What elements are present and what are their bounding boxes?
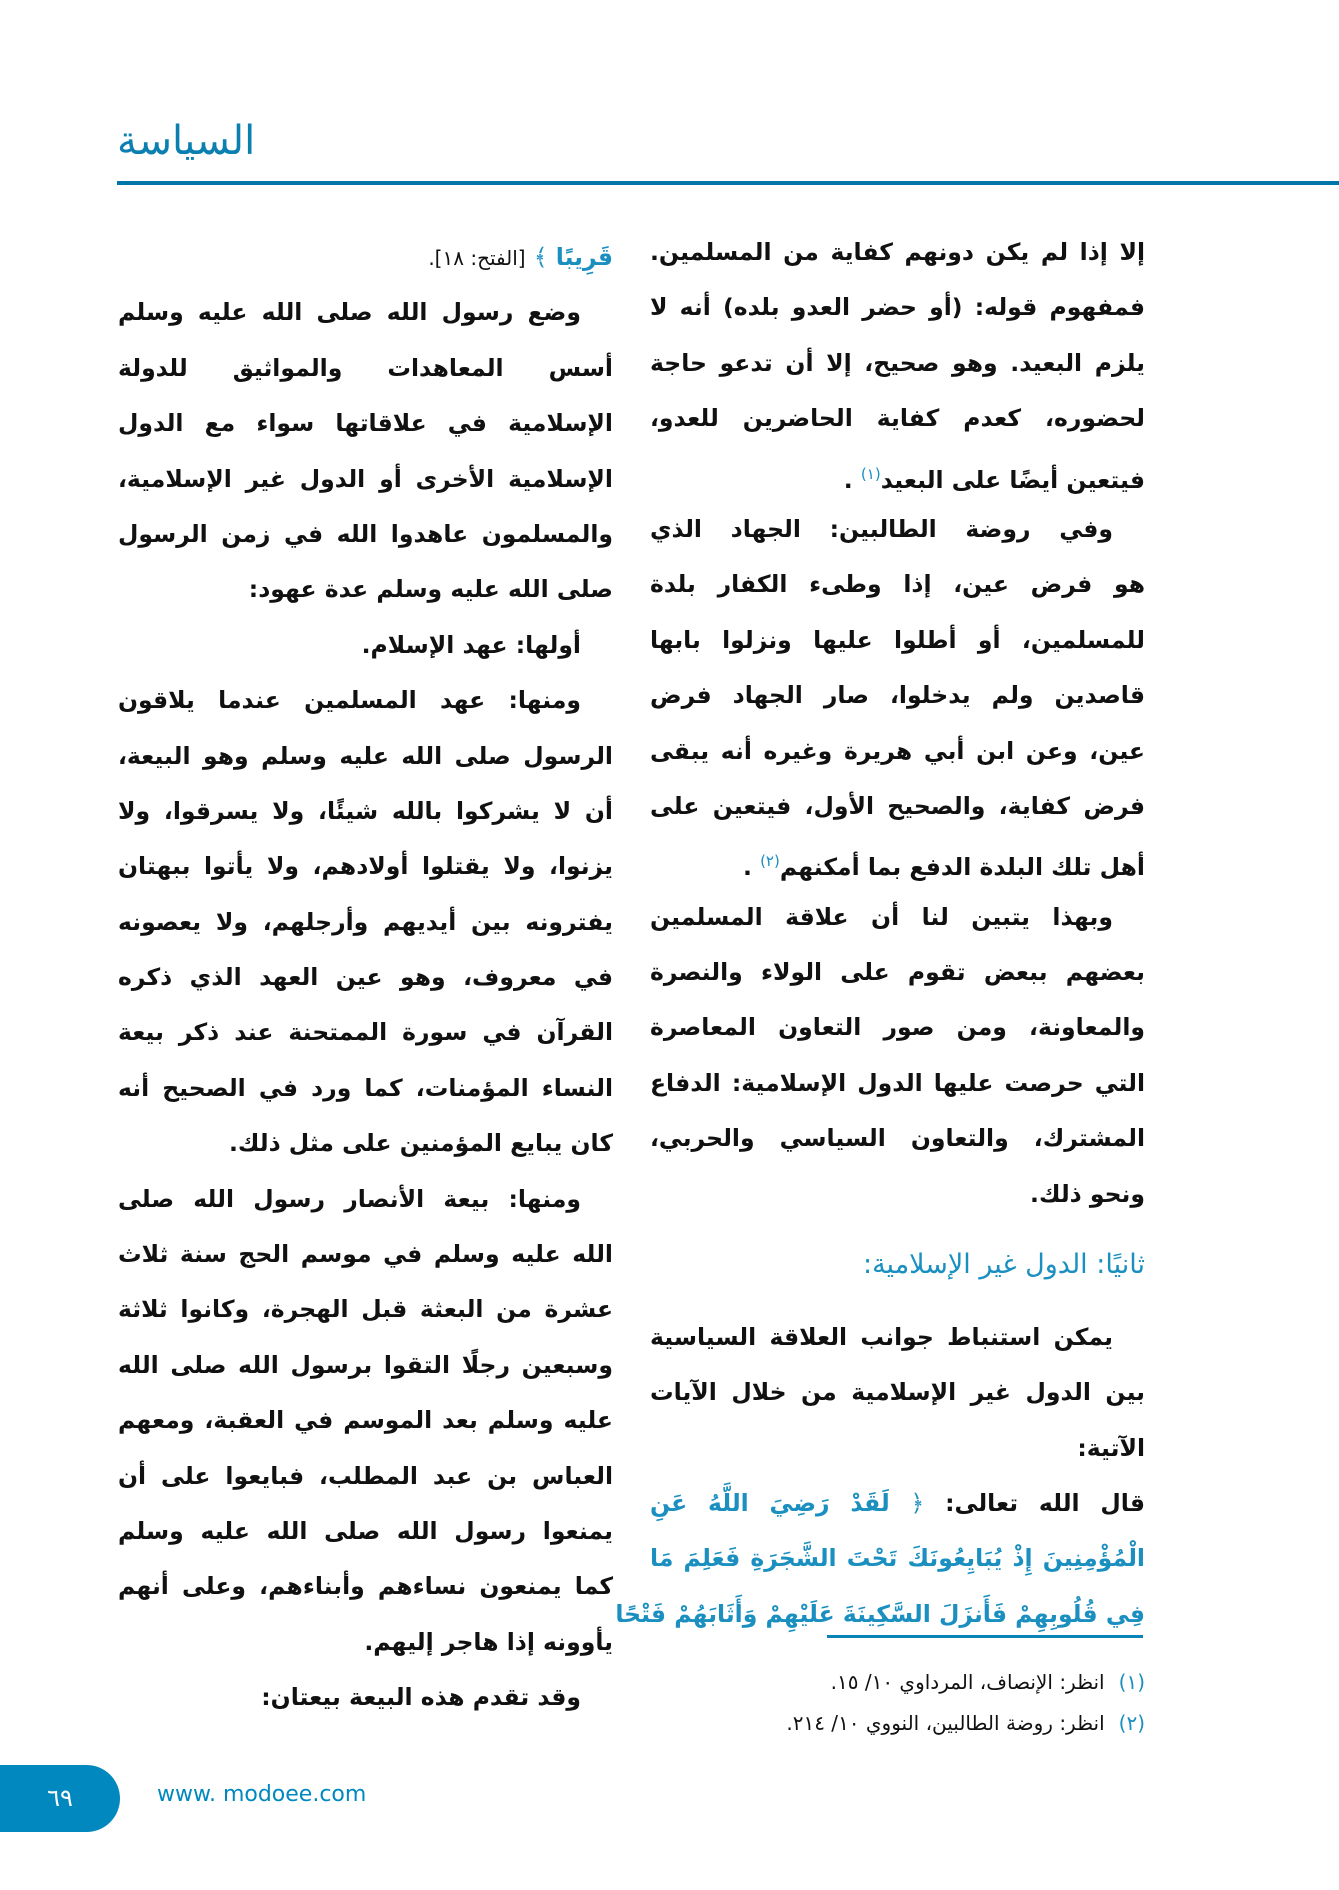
line-text: أهل تلك البلدة الدفع بما أمكنهم xyxy=(779,853,1145,882)
line-text: يفترونه بين أيديهم وأرجلهم، ولا يعصونه xyxy=(118,907,613,936)
text-line xyxy=(118,341,613,396)
line-text: يمكن استنباط جوانب العلاقة السياسية xyxy=(650,1323,1113,1351)
left-column-body xyxy=(118,230,613,1726)
text-line xyxy=(118,950,613,1005)
line-text: وسبعين رجلًا التقوا برسول الله صلى الله xyxy=(118,1350,613,1379)
line-text: عين، وعن ابن أبي هريرة وغيره أنه يبقى xyxy=(650,736,1145,765)
line-text: عشرة من البعثة قبل الهجرة، وكانوا ثلاثة xyxy=(118,1295,613,1324)
line-text: هو فرض عين، إذا وطىء الكفار بلدة xyxy=(650,570,1145,599)
footnote-1 xyxy=(650,1662,1145,1703)
line-tail: . xyxy=(742,853,761,882)
line-text: وفي روضة الطالبين: الجهاد الذي xyxy=(650,514,1113,543)
line-text: التي حرصت عليها الدول الإسلامية: الدفاع xyxy=(650,1068,1145,1097)
line-text: فمفهوم قوله: (أو حضر العدو بلده) أنه لا xyxy=(650,293,1145,322)
line-text: كما يمنعون نساءهم وأبناءهم، وعلى أنهم xyxy=(118,1572,613,1601)
text-line xyxy=(118,895,613,950)
text-line xyxy=(650,1310,1145,1365)
line-text: بعضهم ببعض تقوم على الولاء والنصرة xyxy=(650,958,1145,987)
line-text: قاصدين ولم يدخلوا، صار الجهاد فرض xyxy=(650,681,1145,710)
text-line xyxy=(118,1227,613,1282)
text-line xyxy=(118,729,613,784)
text-line xyxy=(118,452,613,507)
quran-close-bracket-icon: ﴾ xyxy=(533,243,548,271)
right-column-intro xyxy=(650,1310,1145,1476)
quran-ending xyxy=(118,230,613,285)
line-text: لحضوره، كعدم كفاية الحاضرين للعدو، xyxy=(650,404,1145,433)
text-line xyxy=(650,1000,1145,1055)
line-text: وبهذا يتبين لنا أن علاقة المسلمين xyxy=(650,902,1113,931)
footnote-2 xyxy=(650,1703,1145,1744)
footnote-text: انظر: الإنصاف، المرداوي ١٠/ ١٥. xyxy=(830,1670,1105,1694)
footnotes xyxy=(650,1662,1145,1744)
text-line xyxy=(650,391,1145,446)
text-line xyxy=(118,1338,613,1393)
line-text: إلا إذا لم يكن دونهم كفاية من المسلمين. xyxy=(650,238,1145,266)
text-line xyxy=(118,1172,613,1227)
text-line xyxy=(650,668,1145,723)
quran-reference: [الفتح: ١٨]. xyxy=(428,246,526,270)
section-heading: ثانيًا: الدول غير الإسلامية: xyxy=(862,1249,1145,1280)
line-text: الإسلامية الأخرى أو الدول غير الإسلامية، xyxy=(118,464,613,493)
line-text: الرسول صلى الله عليه وسلم وهو البيعة، xyxy=(118,741,613,770)
line-text: صلى الله عليه وسلم عدة عهود: xyxy=(248,575,613,604)
quran-intro: قال الله تعالى: xyxy=(945,1489,1146,1517)
line-text: أن لا يشركوا بالله شيئًا، ولا يسرقوا، ولا xyxy=(118,796,613,825)
line-text: المشترك، والتعاون السياسي والحربي، xyxy=(650,1124,1145,1153)
text-line xyxy=(650,280,1145,335)
line-text: أولها: عهد الإسلام. xyxy=(361,630,581,659)
line-text: الآتية: xyxy=(1077,1433,1145,1462)
text-line xyxy=(650,890,1145,945)
text-line xyxy=(650,1167,1145,1222)
line-text: يزنوا، ولا يقتلوا أولادهم، ولا يأتوا ببهتان xyxy=(118,852,613,881)
quran-line: لَقَدْ رَضِيَ اللَّهُ عَنِ xyxy=(650,1489,890,1517)
section-title: السياسة xyxy=(117,118,256,164)
text-line xyxy=(118,1282,613,1337)
quran-line: الْمُؤْمِنِينَ إِذْ يُبَايِعُونَكَ تَحْتَ الشَّجَرَةِ فَعَلِمَ مَا xyxy=(650,1544,1145,1573)
text-line xyxy=(650,724,1145,779)
line-text: في معروف، وهو عين العهد الذي ذكره xyxy=(118,963,613,992)
line-text: للمسلمين، أو أطلوا عليها ونزلوا بابها xyxy=(650,625,1145,654)
line-text: الإسلامية في علاقاتها سواء مع الدول xyxy=(118,409,613,438)
text-line xyxy=(118,1559,613,1614)
line-text: يأوونه إذا هاجر إليهم. xyxy=(364,1627,613,1656)
website-url[interactable]: www. modoee.com xyxy=(157,1782,367,1807)
text-line xyxy=(650,447,1145,502)
footnote-marker[interactable]: (١) xyxy=(860,464,881,483)
line-text: بين الدول غير الإسلامية من خلال الآيات xyxy=(650,1378,1145,1407)
text-line xyxy=(118,1116,613,1171)
footnote-text: انظر: روضة الطالبين، النووي ١٠/ ٢١٤. xyxy=(786,1711,1105,1735)
quran-line: قَرِيبًا xyxy=(555,243,613,271)
footnote-rule xyxy=(827,1635,1143,1638)
line-text: وقد تقدم هذه البيعة بيعتان: xyxy=(261,1683,581,1712)
line-text: والمعاونة، ومن صور التعاون المعاصرة xyxy=(650,1013,1145,1042)
text-line xyxy=(118,1615,613,1670)
text-line xyxy=(650,336,1145,391)
text-line xyxy=(118,396,613,451)
page-number: ٦٩ xyxy=(0,1765,120,1832)
text-line xyxy=(650,613,1145,668)
line-text: ونحو ذلك. xyxy=(1030,1179,1145,1208)
text-line xyxy=(118,562,613,617)
line-text: القرآن في سورة الممتحنة عند ذكر بيعة xyxy=(118,1018,613,1047)
line-text: وضع رسول الله صلى الله عليه وسلم xyxy=(118,298,581,327)
line-tail: . xyxy=(843,465,861,494)
text-line xyxy=(650,557,1145,612)
text-line xyxy=(650,502,1145,557)
quran-line: فِي قُلُوبِهِمْ فَأَنزَلَ السَّكِينَةَ عَلَيْهِمْ وَأَثَابَهُمْ فَتْحًا xyxy=(615,1599,1145,1628)
line-text: فيتعين أيضًا على البعيد xyxy=(880,465,1145,494)
line-text: كان يبايع المؤمنين على مثل ذلك. xyxy=(228,1129,613,1158)
line-text: والمسلمون عاهدوا الله في زمن الرسول xyxy=(118,519,613,548)
text-line xyxy=(650,1365,1145,1420)
right-column-body xyxy=(650,225,1145,1222)
line-text: ومنها: عهد المسلمين عندما يلاقون xyxy=(118,686,581,715)
line-text: النساء المؤمنات، كما ورد في الصحيح أنه xyxy=(118,1073,613,1102)
text-line xyxy=(650,1056,1145,1111)
text-line xyxy=(650,1111,1145,1166)
text-line xyxy=(118,1449,613,1504)
text-line xyxy=(118,285,613,340)
text-line xyxy=(118,618,613,673)
footnote-number: (١) xyxy=(1118,1670,1145,1694)
line-text: العباس بن عبد المطلب، فبايعوا على أن xyxy=(118,1461,613,1490)
line-text: ومنها: بيعة الأنصار رسول الله صلى xyxy=(118,1184,581,1213)
quran-verse xyxy=(615,1476,1146,1642)
text-line xyxy=(118,507,613,562)
line-text: يلزم البعيد. وهو صحيح، إلا أن تدعو حاجة xyxy=(650,348,1145,377)
footnote-number: (٢) xyxy=(1118,1711,1145,1735)
text-line xyxy=(650,779,1145,834)
line-text: الله عليه وسلم في موسم الحج سنة ثلاث xyxy=(118,1240,613,1269)
text-line xyxy=(650,1421,1145,1476)
text-line xyxy=(118,839,613,894)
line-text: فرض كفاية، والصحيح الأول، فيتعين على xyxy=(650,791,1145,820)
line-text: عليه وسلم بعد الموسم في العقبة، ومعهم xyxy=(118,1406,613,1435)
text-line xyxy=(118,1393,613,1448)
header-rule xyxy=(117,181,1339,185)
text-line xyxy=(118,1504,613,1559)
text-line xyxy=(118,1670,613,1725)
line-text: أسس المعاهدات والمواثيق للدولة xyxy=(118,353,613,382)
text-line xyxy=(118,1005,613,1060)
quran-open-bracket-icon: ﴿ xyxy=(910,1489,925,1517)
text-line xyxy=(118,784,613,839)
text-line xyxy=(118,1061,613,1116)
text-line xyxy=(650,225,1145,280)
text-line xyxy=(650,834,1145,889)
text-line xyxy=(118,673,613,728)
footnote-marker[interactable]: (٢) xyxy=(760,852,780,871)
text-line xyxy=(650,945,1145,1000)
line-text: يمنعوا رسول الله صلى الله عليه وسلم xyxy=(118,1516,613,1545)
